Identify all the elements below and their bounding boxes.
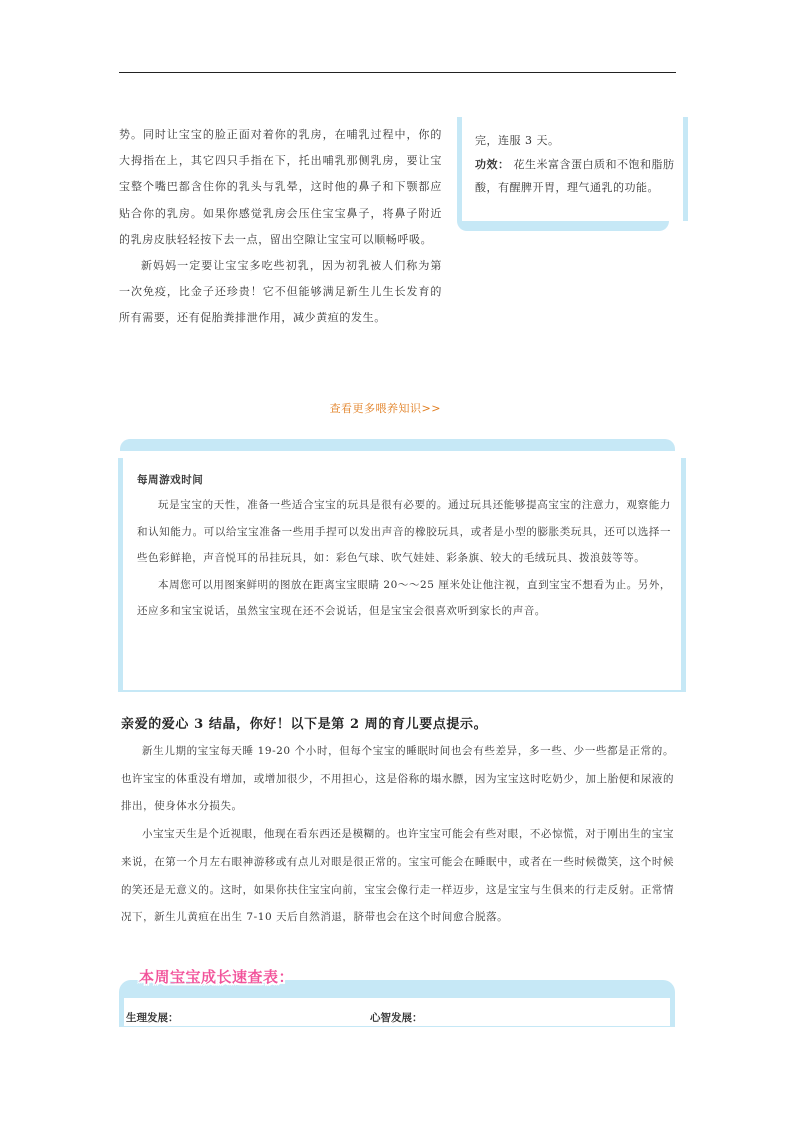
game-paragraph-1: 玩是宝宝的天性，准备一些适合宝宝的玩具是很有必要的。通过玩具还能够提高宝宝的注意力，观察能力和认知能力。可以给宝宝准备一些用手捏可以发出声音的橡胶玩具，或者是小型的膨胀类玩具，还可以选择一些色彩鲜艳，声音悦耳的吊挂玩具，如：彩色气球、吹气娃娃、彩条旗、较大的毛绒玩具、拨浪鼓等等。	[137, 499, 671, 564]
week-paragraph-2: 小宝宝天生是个近视眼，他现在看东西还是模糊的。也许宝宝可能会有些对眼，不必惊慌，对于刚出生的宝宝来说，在第一个月左右眼神游移或有点儿对眼是很正常的。宝宝可能会在睡眠中，或者在一些时候微笑，这个时候的笑还是无意义的。这时，如果你扶住宝宝向前，宝宝会像行走一样迈步，这是宝宝与生俱来的行走反射。正常情况下，新生儿黄疸在出生 7-10 天后自然消退，脐带也会在这个时间愈合脱落。	[121, 828, 674, 924]
sidebox-bottom-bar	[457, 221, 669, 231]
week-heading: 亲爱的爱心 3 结晶，你好！以下是第 2 周的育儿要点提示。	[121, 717, 488, 732]
effect-label: 功效：	[475, 157, 510, 171]
growth-chart-title: 本周宝宝成长速查表：	[139, 968, 295, 986]
header-rule	[119, 72, 676, 73]
game-title: 每周游戏时间	[137, 474, 204, 486]
mental-label: 心智发展：	[370, 1012, 423, 1024]
weekly-game-box	[118, 458, 686, 692]
effect-text: 花生米富含蛋白质和不饱和脂肪酸，有醒脾开胃，理气通乳的功能。	[475, 157, 675, 194]
game-paragraph-2: 本周您可以用图案鲜明的图放在距离宝宝眼睛 20～～25 厘米处让他注视，直到宝宝不想看为止。另外，还应多和宝宝说话，虽然宝宝现在还不会说话，但是宝宝会很喜欢听到家长的声音。	[137, 578, 671, 617]
feeding-paragraph-1: 势。同时让宝宝的脸正面对着你的乳房，在哺乳过程中，你的大拇指在上，其它四只手指在下，托出哺乳那侧乳房，要让宝宝整个嘴巴都含住你的乳头与乳晕，这时他的鼻子和下颚都应贴合你的乳房。如果你感觉乳房会压住宝宝鼻子，将鼻子附近的乳房皮肤轻轻按下去一点，留出空隙让宝宝可以顺畅呼吸。	[119, 128, 442, 246]
week-tips	[121, 738, 674, 932]
week-paragraph-1: 新生儿期的宝宝每天睡 19-20 个小时，但每个宝宝的睡眠时间也会有些差异，多一些、少一些都是正常的。也许宝宝的体重没有增加，或增加很少，不用担心，这是俗称的塌水膘，因为宝宝这时吃奶少，加上胎便和尿液的排出，使身体水分损失。	[121, 745, 674, 813]
feeding-text	[119, 122, 442, 332]
growth-chart	[119, 964, 675, 1028]
recipe-line: 完，连服 3 天。	[475, 134, 560, 147]
physical-label: 生理发展：	[126, 1012, 179, 1024]
recipe-effect	[475, 153, 675, 200]
growth-chart-row	[119, 998, 675, 1027]
recipe-sidebox-body	[457, 117, 688, 221]
feeding-paragraph-2: 新妈妈一定要让宝宝多吃些初乳，因为初乳被人们称为第一次免疫，比金子还珍贵！它不但能够满足新生儿生长发育的所有需要，还有促胎粪排泄作用，减少黄疸的发生。	[119, 259, 442, 325]
recipe-sidebox	[457, 117, 675, 241]
game-box-top-bar	[120, 439, 675, 451]
more-feeding-link[interactable]: 查看更多喂养知识>>	[329, 402, 441, 415]
